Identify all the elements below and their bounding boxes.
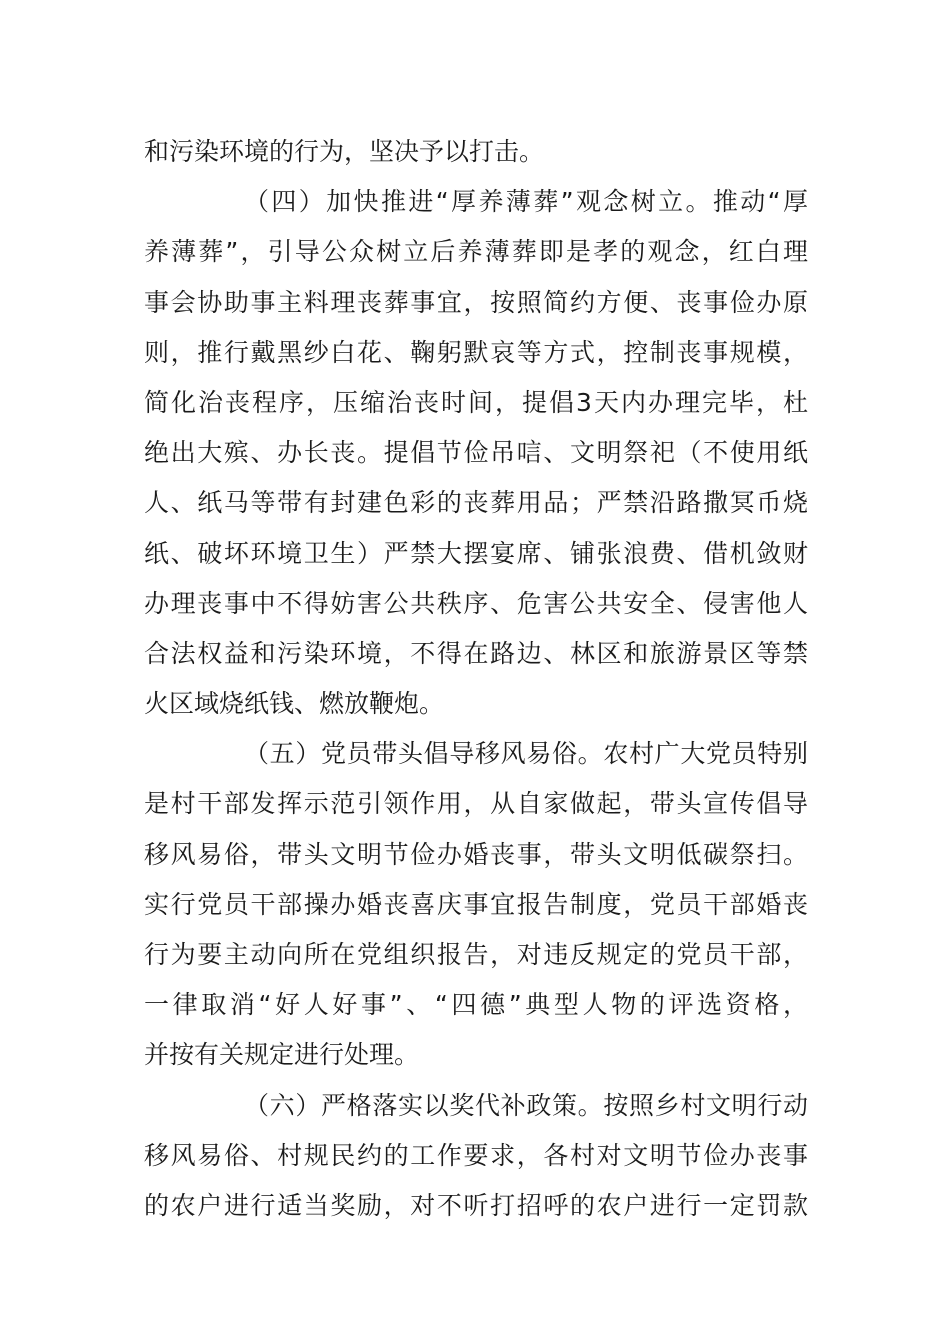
text-line: 人、纸马等带有封建色彩的丧葬用品；严禁沿路撒冥币烧 <box>144 488 808 518</box>
text-line: 则，推行戴黑纱白花、鞠躬默哀等方式，控制丧事规模， <box>144 337 808 367</box>
text-line: 实行党员干部操办婚丧喜庆事宜报告制度，党员干部婚丧 <box>144 889 808 919</box>
section-heading-line: （四）加快推进“厚养薄葬”观念树立。推动“厚 <box>244 187 808 217</box>
text-line: 火区域烧纸钱、燃放鞭炮。 <box>144 689 445 719</box>
text-line: 移风易俗，带头文明节俭办婚丧事，带头文明低碳祭扫。 <box>144 839 808 869</box>
section-heading-line: （五）党员带头倡导移风易俗。农村广大党员特别 <box>244 739 808 769</box>
text-line: 简化治丧程序，压缩治丧时间，提倡3天内办理完毕，杜 <box>144 387 808 417</box>
text-line: 一律取消“好人好事”、“四德”典型人物的评选资格， <box>144 990 808 1020</box>
text-line: 绝出大殡、办长丧。提倡节俭吊唁、文明祭祀（不使用纸 <box>144 438 808 468</box>
text-line: 的农户进行适当奖励，对不听打招呼的农户进行一定罚款 <box>144 1190 808 1220</box>
text-line: 合法权益和污染环境，不得在路边、林区和旅游景区等禁 <box>144 638 808 668</box>
text-line: 纸、破坏环境卫生）严禁大摆宴席、铺张浪费、借机敛财 <box>144 538 808 568</box>
text-line: 并按有关规定进行处理。 <box>144 1040 420 1070</box>
text-line: 办理丧事中不得妨害公共秩序、危害公共安全、侵害他人 <box>144 588 808 618</box>
text-line: 行为要主动向所在党组织报告，对违反规定的党员干部， <box>144 940 808 969</box>
text-line: 养薄葬”，引导公众树立后养薄葬即是孝的观念，红白理 <box>144 237 808 267</box>
text-line: 和污染环境的行为，坚决予以打击。 <box>144 137 545 166</box>
body-text <box>144 127 808 1231</box>
text-line: 移风易俗、村规民约的工作要求，各村对文明节俭办丧事 <box>144 1140 808 1170</box>
section-heading-line: （六）严格落实以奖代补政策。按照乡村文明行动 <box>244 1090 808 1120</box>
text-line: 事会协助事主料理丧葬事宜，按照简约方便、丧事俭办原 <box>144 287 808 317</box>
text-line: 是村干部发挥示范引领作用，从自家做起，带头宣传倡导 <box>144 789 808 819</box>
